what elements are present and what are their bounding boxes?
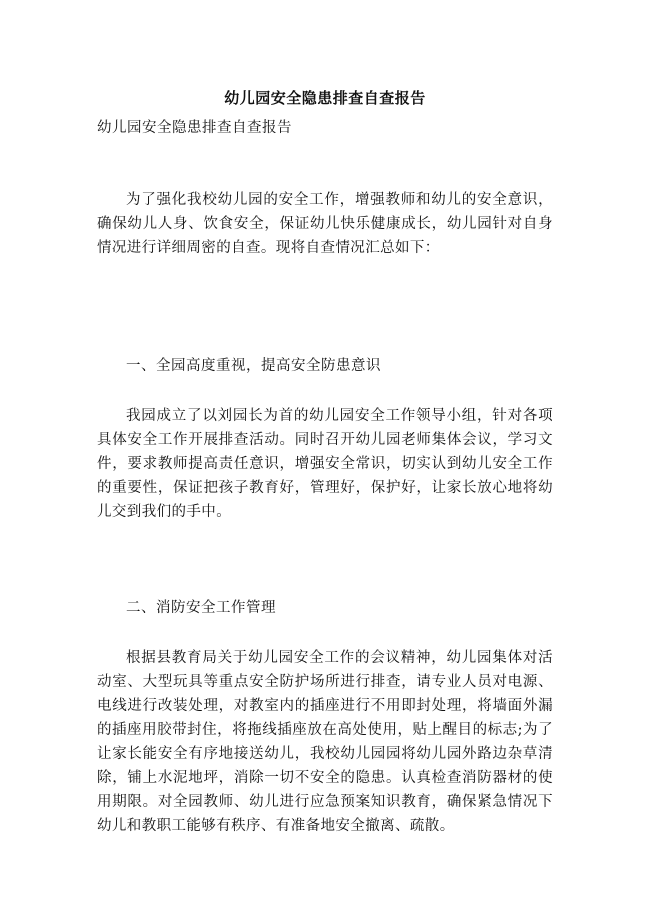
intro-paragraph: 为了强化我校幼儿园的安全工作，增强教师和幼儿的安全意识，确保幼儿人身、饮食安全，保证幼儿快乐健康成长，幼儿园针对自身情况进行详细周密的自查。现将自查情况汇总如下： [97, 192, 553, 256]
section-heading: 二、消防安全工作管理 [126, 600, 276, 616]
section-body: 根据县教育局关于幼儿园安全工作的会议精神，幼儿园集体对活动室、大型玩具等重点安全防护场所进行排查，请专业人员对电源、电线进行改装处理，对教室内的插座进行不用即封处理，将墙面外漏的插座用胶带封住，将拖线插座放在高处使用，贴上醒目的标志;为了让家长能安全有序地接送幼儿，我校幼儿园园将幼儿园外路边杂草清除，铺上水泥地坪，消除一切不安全的隐患。认真检查消防器材的使用期限。对全园教师、幼儿进行应急预案知识教育，确保紧急情况下幼儿和教职工能够有秩序、有准备地安全撤离、疏散。 [97, 650, 553, 834]
section-heading: 一、全园高度重视，提高安全防患意识 [126, 358, 381, 374]
document-subtitle: 幼儿园安全隐患排查自查报告 [97, 120, 292, 136]
section-body: 我园成立了以刘园长为首的幼儿园安全工作领导小组，针对各项具体安全工作开展排查活动。同时召开幼儿园老师集体会议，学习文件，要求教师提高责任意识，增强安全常识，切实认到幼儿安全工作的重要性，保证把孩子教育好，管理好，保护好，让家长放心地将幼儿交到我们的手中。 [97, 408, 553, 520]
document-title: 幼儿园安全隐患排查自查报告 [224, 89, 426, 107]
